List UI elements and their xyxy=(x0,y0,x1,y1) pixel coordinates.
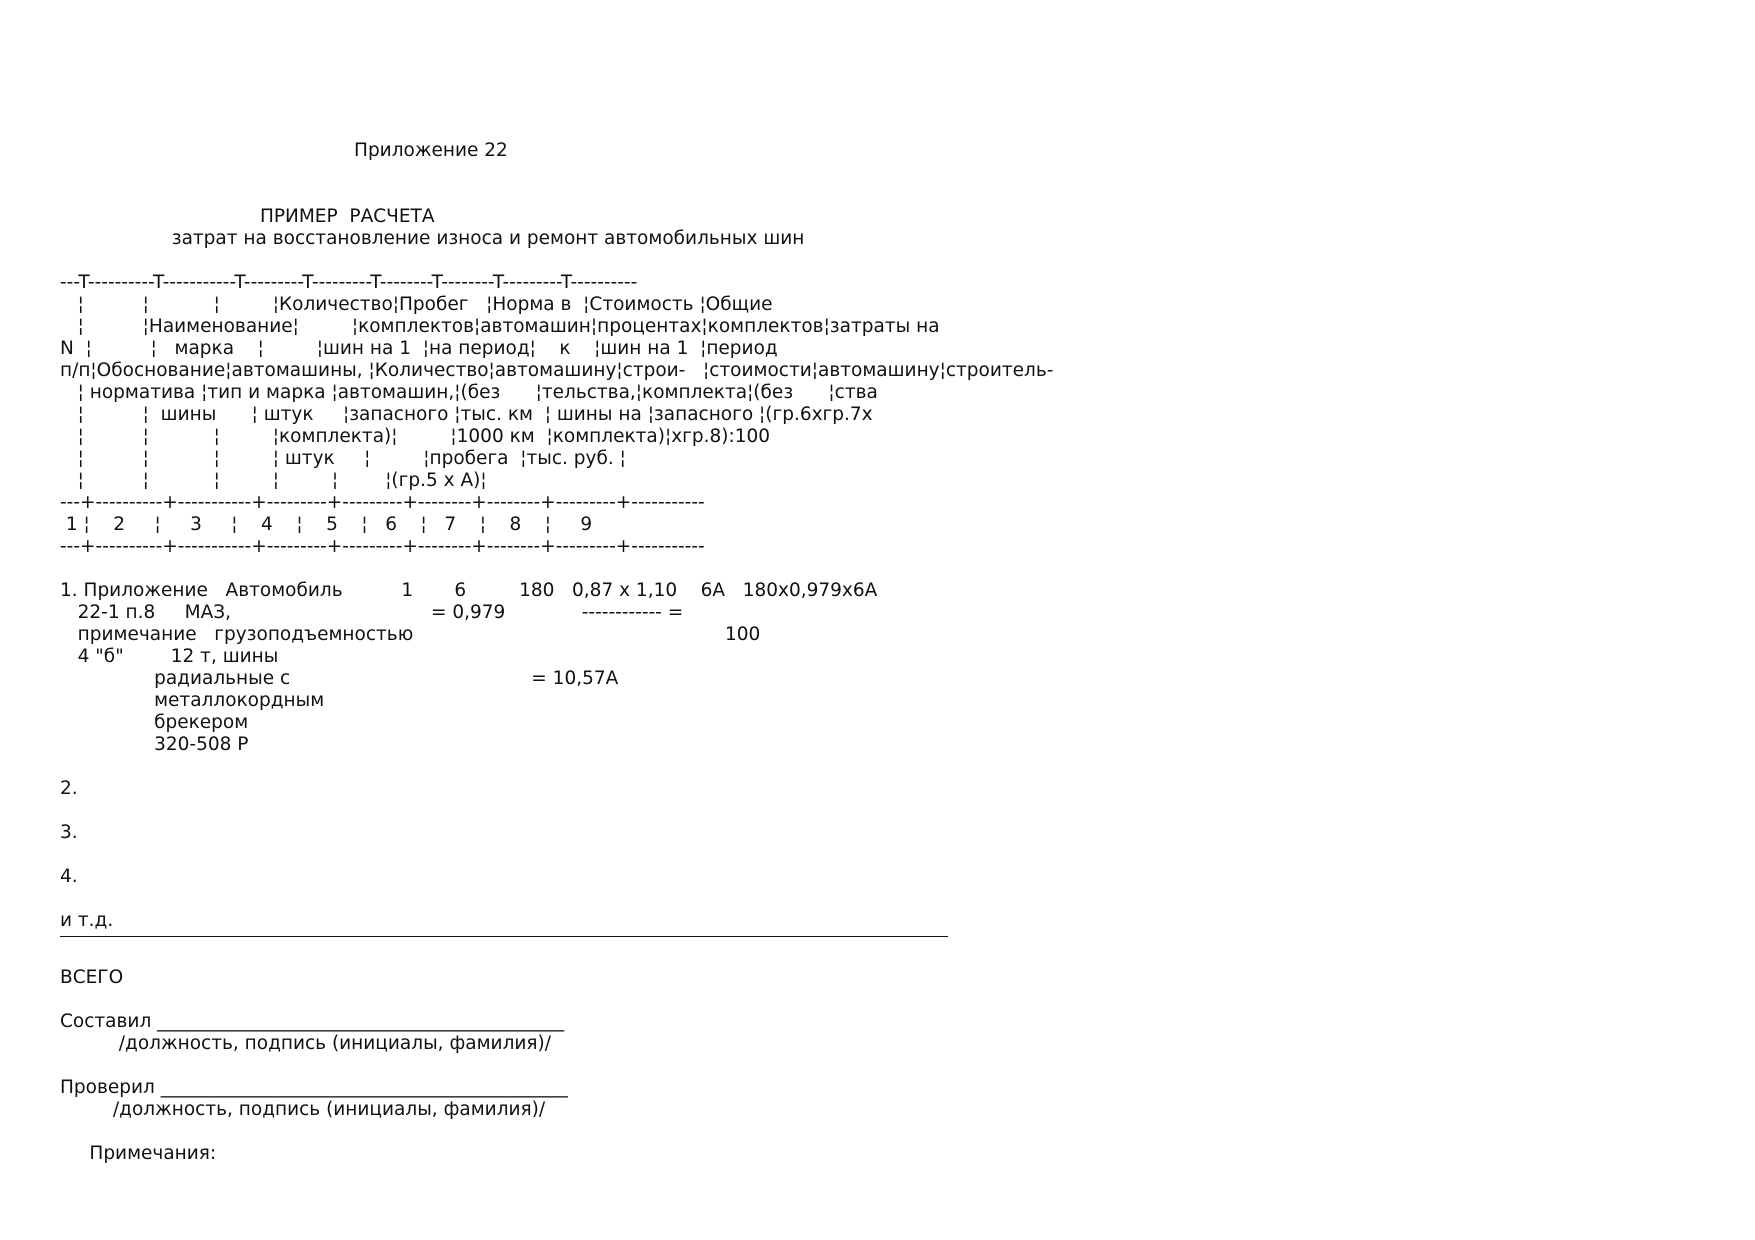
blank-line xyxy=(60,888,1700,910)
blank-line xyxy=(60,162,1700,184)
text-line: примечание грузоподъемностью 100 xyxy=(60,624,761,645)
text-line: 2. xyxy=(60,778,78,799)
horizontal-rule xyxy=(60,936,948,937)
checked-by-line: Проверил ____________________________________________ xyxy=(60,1077,568,1098)
text-line: радиальные с = 10,57А xyxy=(60,668,619,689)
blank-line xyxy=(60,250,1700,272)
checked-by-caption: /должность, подпись (инициалы, фамилия)/ xyxy=(60,1099,546,1120)
text-line: 4 "б" 12 т, шины xyxy=(60,646,279,667)
text-line: и т.д. xyxy=(60,910,114,931)
text-line: Приложение 22 xyxy=(60,140,508,161)
text-line: ---T----------T-----------T---------T---------T--------T--------T---------T---------- xyxy=(60,272,638,293)
compiled-by-caption: /должность, подпись (инициалы, фамилия)/ xyxy=(60,1033,552,1054)
text-line: ¦ норматива ¦тип и марка ¦автомашин,¦(без ¦тельства,¦комплекта¦(без ¦ства xyxy=(60,382,878,403)
text-line: затрат на восстановление износа и ремонт автомобильных шин xyxy=(60,228,805,249)
text-line: ¦ ¦ шины ¦ штук ¦запасного ¦тыс. км ¦ шины на ¦запасного ¦(гр.6хгр.7х xyxy=(60,404,873,425)
total-label: ВСЕГО xyxy=(60,967,124,988)
text-line: 1 ¦ 2 ¦ 3 ¦ 4 ¦ 5 ¦ 6 ¦ 7 ¦ 8 ¦ 9 xyxy=(60,514,593,535)
text-line: ПРИМЕР РАСЧЕТА xyxy=(60,206,435,227)
spacer xyxy=(60,1055,1700,1077)
blank-line xyxy=(60,756,1700,778)
text-line: 22-1 п.8 МАЗ, = 0,979 ------------ = xyxy=(60,602,684,623)
text-line: 3. xyxy=(60,822,78,843)
spacer xyxy=(60,1121,1700,1143)
notes-label: Примечания: xyxy=(60,1143,217,1164)
document-body xyxy=(60,140,1700,1165)
text-line: ¦ ¦ ¦ ¦ штук ¦ ¦пробега ¦тыс. руб. ¦ xyxy=(60,448,626,469)
blank-line xyxy=(60,800,1700,822)
blank-line xyxy=(60,558,1700,580)
blank-line xyxy=(60,844,1700,866)
document-text xyxy=(60,140,1700,932)
text-line: металлокордным xyxy=(60,690,325,711)
blank-line xyxy=(60,184,1700,206)
text-line: ---+----------+-----------+---------+---------+--------+--------+---------+----------- xyxy=(60,492,705,513)
text-line: п/п¦Обоснование¦автомашины, ¦Количество¦автомашину¦строи- ¦стоимости¦автомашину¦строитель- xyxy=(60,360,1054,381)
text-line: 1. Приложение Автомобиль 1 6 180 0,87 х 1,10 6А 180х0,979х6А xyxy=(60,580,878,601)
text-line: 4. xyxy=(60,866,78,887)
text-line: ¦ ¦ ¦ ¦Количество¦Пробег ¦Норма в ¦Стоимость ¦Общие xyxy=(60,294,773,315)
compiled-by-line: Составил ____________________________________________ xyxy=(60,1011,565,1032)
text-line: ¦ ¦Наименование¦ ¦комплектов¦автомашин¦процентах¦комплектов¦затраты на xyxy=(60,316,940,337)
text-line: ¦ ¦ ¦ ¦ ¦ ¦(гр.5 х А)¦ xyxy=(60,470,487,491)
text-line: брекером xyxy=(60,712,249,733)
text-line: ¦ ¦ ¦ ¦комплекта)¦ ¦1000 км ¦комплекта)¦хгр.8):100 xyxy=(60,426,771,447)
text-line: ---+----------+-----------+---------+---------+--------+--------+---------+----------- xyxy=(60,536,705,557)
spacer xyxy=(60,989,1700,1011)
text-line: 320-508 Р xyxy=(60,734,249,755)
text-line: N ¦ ¦ марка ¦ ¦шин на 1 ¦на период¦ к ¦шин на 1 ¦период xyxy=(60,338,778,359)
spacer xyxy=(60,945,1700,967)
